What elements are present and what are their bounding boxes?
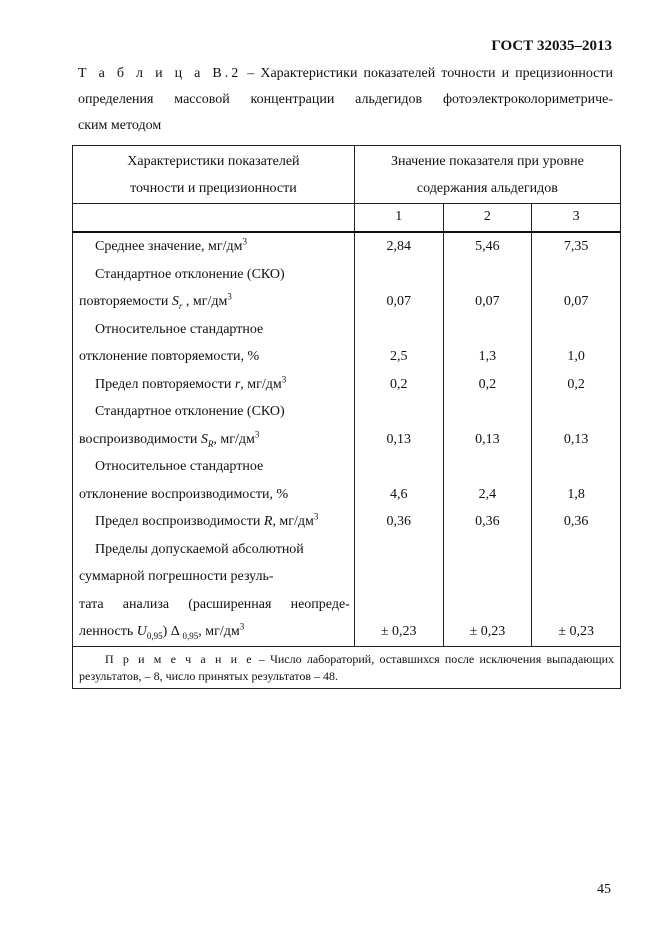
table-caption	[78, 61, 613, 139]
level-2: 2	[443, 204, 532, 233]
caption-line-3: ским методом	[78, 118, 162, 133]
table-row: Предел повторяемости r, $мг/дм^3$ 0,2 0,2 0,2	[73, 371, 621, 399]
level-1: 1	[354, 204, 443, 233]
header-blank	[73, 204, 355, 233]
table-row: Пределы допускаемой абсолютной суммарной погрешности резуль- тата анализа (расширенная неопреде- ленность $U_{0,95}$) Δ $_{0,95}$, $мг/дм^3$ ± 0,23 ± 0,23 ± 0,23	[73, 536, 621, 647]
level-3: 3	[532, 204, 621, 233]
table-row: Относительное стандартное отклонение воспроизводимости, % 4,6 2,4 1,8	[73, 453, 621, 508]
header-value: Значение показателя при уровне содержания альдегидов	[354, 146, 620, 204]
caption-line-1: Т а б л и ц а В.2 – Характеристики показателей точности и прецизионности	[78, 66, 613, 81]
table-row: Стандартное отклонение (СКО) воспроизводимости $S_R$, $мг/дм^3$ 0,13 0,13 0,13	[73, 398, 621, 453]
standard-number: ГОСТ 32035–2013	[491, 38, 612, 54]
note-label: П р и м е ч а н и е	[105, 651, 254, 666]
caption-line-2: определения массовой концентрации альдегидов фотоэлектроколориметриче-	[78, 92, 613, 107]
accuracy-table	[72, 145, 621, 689]
table-note	[73, 646, 621, 688]
table-row: Относительное стандартное отклонение повторяемости, % 2,5 1,3 1,0	[73, 316, 621, 371]
table-row: Среднее значение, $мг/дм^3$ 2,84 5,46 7,35	[73, 232, 621, 261]
header-characteristics: Характеристики показателей точности и прецизионности	[73, 146, 355, 204]
table-row: Предел воспроизводимости R, $мг/дм^3$ 0,36 0,36 0,36	[73, 508, 621, 536]
note-text: – Число лабораторий, оставшихся после исключения выпадающих результатов, – 8, число принятых результатов – 48.	[79, 651, 615, 683]
table-row: Стандартное отклонение (СКО) повторяемости $S_r$ , $мг/дм^3$ 0,07 0,07 0,07	[73, 261, 621, 316]
page-number: 45	[597, 882, 611, 897]
